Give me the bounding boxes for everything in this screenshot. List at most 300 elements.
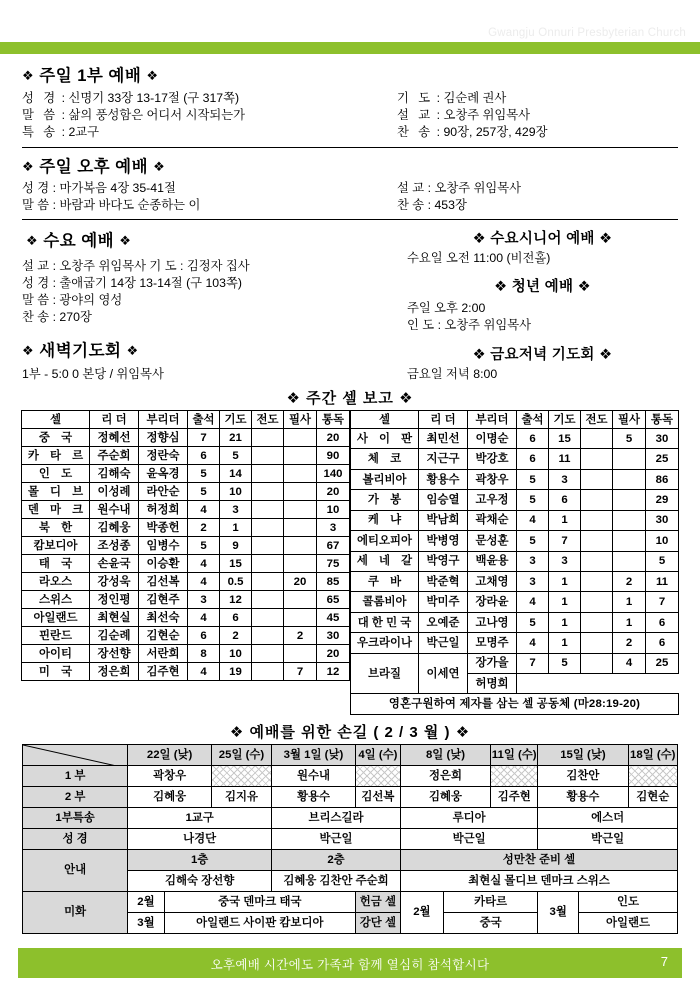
cell-value: 김해숙 (90, 465, 139, 483)
schedule-row-label: 성 경 (23, 829, 128, 850)
schedule-row-scripture (23, 829, 678, 850)
service-line: 찬 송 : 90장, 257장, 429장 (397, 125, 548, 139)
schedule-date-header: 15일 (낮) (538, 745, 628, 766)
cell-value: 6 (517, 449, 549, 469)
cell-value (549, 674, 581, 694)
cell-name: 체 코 (351, 449, 419, 469)
schedule-row-label: 1 부 (23, 766, 128, 787)
service-line: 설 교 : 오창주 위임목사 (397, 108, 531, 122)
service-line: 찬 송 : 270장 (22, 310, 92, 324)
cell-value (613, 469, 646, 489)
cell-report-title: ❖ 주간 셀 보고 ❖ (286, 390, 414, 407)
cell-value: 박병영 (419, 531, 468, 551)
table-row (22, 501, 350, 519)
table-row (351, 592, 679, 612)
empty-cell (139, 681, 188, 699)
cell-value (581, 571, 613, 591)
cell-value: 고나영 (468, 612, 517, 632)
divider (22, 219, 678, 220)
cell-value (581, 674, 613, 694)
cell-value: 5 (188, 465, 220, 483)
cell-value: 최선숙 (139, 609, 188, 627)
cell-name: 태 국 (22, 555, 90, 573)
cell-value (613, 551, 646, 571)
cell-value (581, 633, 613, 653)
cell-value (581, 510, 613, 530)
table-row (351, 531, 679, 551)
cell-value: 4 (517, 592, 549, 612)
cell-value: 15 (549, 429, 581, 449)
cell-value: 11 (646, 571, 679, 591)
section-title-dawn-prayer: ❖ 새벽기도회 ❖ (22, 342, 139, 360)
cell-value: 임승열 (419, 490, 468, 510)
cell-value (581, 551, 613, 571)
schedule-cell: 카타르 (443, 892, 537, 913)
cell-value: 4 (188, 663, 220, 681)
cell-value (613, 510, 646, 530)
schedule-row-label: 미화 (23, 892, 128, 934)
diamond-icon: ❖ (472, 347, 486, 363)
schedule-cell: 김주현 (491, 787, 538, 808)
schedule-cell: 박근일 (400, 829, 537, 850)
cell-value: 5 (517, 612, 549, 632)
schedule-cell: 2월 (400, 892, 443, 934)
table-row (351, 510, 679, 530)
cell-value: 7 (517, 653, 549, 673)
cell-value (252, 645, 284, 663)
cell-name: 핀란드 (22, 627, 90, 645)
service-line: 설 교 : 오창주 위임목사 (397, 181, 522, 195)
schedule-cell: 1층 (128, 850, 272, 871)
cell-value: 65 (317, 591, 350, 609)
service-line: 성 경 : 출애굽기 14장 13-14절 (구 103쪽) (22, 276, 242, 290)
cell-value: 10 (220, 645, 252, 663)
table-row (22, 591, 350, 609)
cell-value: 29 (646, 490, 679, 510)
cell-motto: 영혼구원하여 제자를 삼는 셀 공동체 (마28:19-20) (351, 694, 679, 715)
cell-value: 박준혁 (419, 571, 468, 591)
schedule-cell (491, 766, 538, 787)
schedule-cell: 3월 (538, 892, 579, 934)
schedule-title: ❖ 예배를 위한 손길 ( 2 / 3 월 ) ❖ (229, 724, 471, 741)
schedule-row-label: 2 부 (23, 787, 128, 808)
cell-col-header: 기도 (220, 411, 252, 429)
cell-value: 30 (317, 627, 350, 645)
cell-value: 3 (517, 571, 549, 591)
table-header-row (351, 411, 679, 429)
cell-value: 박종헌 (139, 519, 188, 537)
schedule-cell: 중국 덴마크 태국 (164, 892, 355, 913)
diamond-icon: ❖ (146, 68, 159, 83)
cell-value: 5 (517, 490, 549, 510)
diagonal-line-icon (23, 745, 121, 766)
cell-value (581, 653, 613, 673)
footer-message: 오후예배 시간에도 가족과 함께 열심히 참석합시다 (210, 958, 490, 972)
cell-value: 90 (317, 447, 350, 465)
cell-value: 원수내 (90, 501, 139, 519)
cell-value: 25 (646, 653, 679, 673)
cell-value: 30 (646, 429, 679, 449)
cell-value: 9 (220, 537, 252, 555)
table-row (351, 551, 679, 571)
cell-value: 20 (317, 645, 350, 663)
cell-value: 6 (646, 612, 679, 632)
cell-value: 정혜선 (90, 429, 139, 447)
cell-value: 윤옥경 (139, 465, 188, 483)
cell-value: 서란희 (139, 645, 188, 663)
cell-value: 2 (284, 627, 317, 645)
table-row (22, 573, 350, 591)
table-row (351, 633, 679, 653)
empty-cell (139, 698, 188, 715)
table-row (22, 429, 350, 447)
cell-value: 19 (220, 663, 252, 681)
cell-value (284, 429, 317, 447)
cell-value: 10 (646, 531, 679, 551)
cell-value: 강성욱 (90, 573, 139, 591)
cell-name: 덴 마 크 (22, 501, 90, 519)
service-line: 인 도 : 오창주 위임목사 (407, 318, 531, 332)
empty-cell (284, 681, 317, 699)
schedule-cell (628, 766, 677, 787)
table-row (351, 449, 679, 469)
schedule-date-header: 22일 (낮) (128, 745, 212, 766)
cell-name: 라오스 (22, 573, 90, 591)
cell-value: 67 (317, 537, 350, 555)
cell-value: 6 (517, 429, 549, 449)
table-row-spacer (22, 698, 350, 715)
schedule-cell (211, 766, 271, 787)
cell-value: 박영구 (419, 551, 468, 571)
cell-col-header: 출석 (188, 411, 220, 429)
cell-value: 12 (317, 663, 350, 681)
schedule-row-part1 (23, 766, 678, 787)
cell-value (252, 465, 284, 483)
cell-value: 4 (188, 555, 220, 573)
cell-value: 정란숙 (139, 447, 188, 465)
schedule-cell: 박근일 (272, 829, 401, 850)
schedule-cell: 성만찬 준비 셀 (400, 850, 677, 871)
schedule-header-row (23, 745, 678, 766)
page-number: 7 (660, 954, 668, 969)
cell-value (252, 627, 284, 645)
section-title-wednesday: ❖ 수요 예배 ❖ (26, 232, 132, 250)
schedule-cell: 최현실 몰디브 덴마크 스위스 (400, 871, 677, 892)
cell-name: 가 봉 (351, 490, 419, 510)
service-line: 금요일 저녁 8:00 (407, 367, 498, 381)
schedule-date-header: 4일 (수) (355, 745, 400, 766)
cell-value (517, 674, 549, 694)
service-line: 수요일 오전 11:00 (비전홀) (407, 251, 551, 265)
cell-value: 30 (646, 510, 679, 530)
cell-value: 주순희 (90, 447, 139, 465)
sunday-first-right (397, 90, 678, 141)
diamond-icon: ❖ (577, 279, 591, 295)
cell-value: 1 (549, 633, 581, 653)
table-row (22, 537, 350, 555)
table-row-spacer (22, 681, 350, 699)
schedule-date-header: 8일 (낮) (400, 745, 490, 766)
cell-col-header: 셀 (22, 411, 90, 429)
schedule-cell: 1교구 (128, 808, 272, 829)
cell-value: 6 (646, 633, 679, 653)
cell-value: 지근구 (419, 449, 468, 469)
schedule-date-header: 18일 (수) (628, 745, 677, 766)
diamond-icon: ❖ (119, 233, 132, 248)
schedule-cell: 김지유 (211, 787, 271, 808)
cell-value: 7 (188, 429, 220, 447)
cell-value (252, 447, 284, 465)
cell-value: 정은희 (90, 663, 139, 681)
cell-value: 장선향 (90, 645, 139, 663)
cell-value: 1 (549, 592, 581, 612)
sunday-afternoon-left (22, 180, 397, 214)
schedule-cell: 헌금 셀 (355, 892, 400, 913)
schedule-cell: 아일랜드 사이판 캄보디아 (164, 913, 355, 934)
cell-col-header: 부리더 (468, 411, 517, 429)
cell-value: 곽창우 (468, 469, 517, 489)
schedule-cell: 김혜웅 (128, 787, 212, 808)
diamond-icon: ❖ (22, 343, 35, 358)
footer-bar (18, 948, 682, 978)
cell-leader: 이세연 (419, 653, 468, 694)
cell-col-header: 전도 (252, 411, 284, 429)
cell-value: 5 (646, 551, 679, 571)
service-line: 말 씀 : 삶의 풍성함은 어디서 시작되는가 (22, 108, 245, 122)
cell-value (284, 501, 317, 519)
schedule-cell: 2월 (128, 892, 165, 913)
cell-value: 21 (220, 429, 252, 447)
cell-value: 이명순 (468, 429, 517, 449)
sunday-first-left (22, 90, 397, 141)
cell-value: 1 (549, 510, 581, 530)
cell-col-header: 필사 (284, 411, 317, 429)
cell-value (284, 465, 317, 483)
cell-value (252, 483, 284, 501)
empty-cell (22, 698, 90, 715)
cell-value: 6 (188, 447, 220, 465)
table-row (22, 609, 350, 627)
cell-value (252, 537, 284, 555)
diamond-icon: ❖ (494, 279, 508, 295)
table-row (351, 612, 679, 632)
cell-name: 우크라이나 (351, 633, 419, 653)
cell-value: 4 (188, 609, 220, 627)
cell-value: 박남희 (419, 510, 468, 530)
schedule-row-guide-head (23, 850, 678, 871)
cell-value: 85 (317, 573, 350, 591)
cell-col-header: 통독 (317, 411, 350, 429)
service-line: 특 송 : 2교구 (22, 125, 100, 139)
diamond-icon: ❖ (22, 68, 35, 83)
cell-value (581, 490, 613, 510)
cell-value: 4 (188, 501, 220, 519)
schedule-date-header: 11일 (수) (491, 745, 538, 766)
cell-name: 사 이 판 (351, 429, 419, 449)
cell-value (284, 645, 317, 663)
cell-value: 1 (220, 519, 252, 537)
cell-value: 86 (646, 469, 679, 489)
cell-value: 허정희 (139, 501, 188, 519)
service-line: 성 경 : 신명기 33장 13-17절 (구 317쪽) (22, 91, 240, 105)
cell-value: 3 (517, 551, 549, 571)
service-line: 1부 - 5:0 0 본당 / 위임목사 (22, 367, 164, 381)
section-title-youth: ❖ 청년 예배 ❖ (494, 279, 591, 295)
cell-value: 3 (188, 591, 220, 609)
cell-name: 쿠 바 (351, 571, 419, 591)
cell-value (581, 531, 613, 551)
empty-cell (90, 698, 139, 715)
cell-value: 문성훈 (468, 531, 517, 551)
table-row (22, 465, 350, 483)
cell-value: 6 (220, 609, 252, 627)
cell-value (284, 555, 317, 573)
diamond-icon: ❖ (286, 390, 301, 407)
cell-value: 75 (317, 555, 350, 573)
cell-name: 카 타 르 (22, 447, 90, 465)
schedule-cell: 인도 (579, 892, 678, 913)
cell-value: 최현실 (90, 609, 139, 627)
cell-value: 5 (188, 483, 220, 501)
diamond-icon: ❖ (22, 159, 35, 174)
schedule-cell: 박근일 (538, 829, 678, 850)
cell-value: 정인평 (90, 591, 139, 609)
cell-value: 6 (549, 490, 581, 510)
empty-cell (252, 681, 284, 699)
cell-value: 25 (646, 449, 679, 469)
cell-value (252, 609, 284, 627)
cell-value: 임병수 (139, 537, 188, 555)
cell-name: 아이티 (22, 645, 90, 663)
cell-value: 김현순 (139, 627, 188, 645)
diamond-icon: ❖ (26, 233, 39, 248)
empty-cell (90, 681, 139, 699)
cell-value: 김주현 (139, 663, 188, 681)
cell-value: 2 (188, 519, 220, 537)
table-row (351, 653, 679, 673)
cell-value: 정향심 (139, 429, 188, 447)
cell-name: 중 국 (22, 429, 90, 447)
cell-value: 이성례 (90, 483, 139, 501)
cell-value (252, 501, 284, 519)
diamond-icon: ❖ (126, 343, 139, 358)
cell-value: 이승환 (139, 555, 188, 573)
cell-value: 박미주 (419, 592, 468, 612)
cell-value: 김선복 (139, 573, 188, 591)
schedule-row-label: 1부특송 (23, 808, 128, 829)
cell-value (284, 483, 317, 501)
cell-report-table-left (21, 410, 350, 715)
section-sunday-first (0, 0, 700, 141)
schedule-table (22, 744, 678, 934)
cell-value: 1 (613, 612, 646, 632)
cell-name: 캄보디아 (22, 537, 90, 555)
cell-value: 0.5 (220, 573, 252, 591)
schedule-row-part2 (23, 787, 678, 808)
schedule-cell: 김혜웅 김찬안 주순희 (272, 871, 401, 892)
midweek-right (397, 227, 678, 383)
schedule-cell: 3월 (128, 913, 165, 934)
cell-value: 오예준 (419, 612, 468, 632)
empty-cell (188, 681, 220, 699)
table-row (22, 447, 350, 465)
cell-col-header: 필사 (613, 411, 646, 429)
cell-value (252, 555, 284, 573)
cell-value: 20 (284, 573, 317, 591)
cell-sub-leader: 허명희 (468, 674, 517, 694)
cell-value: 11 (549, 449, 581, 469)
diamond-icon: ❖ (455, 724, 471, 741)
cell-value: 황용수 (419, 469, 468, 489)
cell-name: 북 한 (22, 519, 90, 537)
cell-value (581, 449, 613, 469)
schedule-date-header: 25일 (수) (211, 745, 271, 766)
table-row (22, 555, 350, 573)
empty-cell (188, 698, 220, 715)
cell-name: 세 네 갈 (351, 551, 419, 571)
schedule-cell: 브리스길라 (272, 808, 401, 829)
empty-cell (252, 698, 284, 715)
cell-value: 1 (613, 592, 646, 612)
schedule-cell: 황용수 (538, 787, 628, 808)
schedule-cell: 김혜웅 (400, 787, 490, 808)
schedule-cell: 아일랜드 (579, 913, 678, 934)
cell-name: 인 도 (22, 465, 90, 483)
cell-value: 2 (613, 633, 646, 653)
schedule-cell: 루디아 (400, 808, 537, 829)
diamond-icon: ❖ (472, 231, 486, 247)
schedule-cell: 황용수 (272, 787, 356, 808)
cell-value: 백윤용 (468, 551, 517, 571)
cell-value: 5 (517, 469, 549, 489)
schedule-cell: 2층 (272, 850, 401, 871)
schedule-row-label: 안내 (23, 850, 128, 892)
schedule-cell: 곽창우 (128, 766, 212, 787)
cell-value: 5 (517, 531, 549, 551)
cell-value: 4 (188, 573, 220, 591)
section-title-sunday-afternoon: ❖ 주일 오후 예배 ❖ (22, 158, 166, 176)
cell-value: 45 (317, 609, 350, 627)
cell-value: 김순례 (90, 627, 139, 645)
cell-value: 12 (220, 591, 252, 609)
cell-name: 대 한 민 국 (351, 612, 419, 632)
cell-value: 3 (549, 469, 581, 489)
cell-value: 손윤국 (90, 555, 139, 573)
schedule-row-clean-1 (23, 892, 678, 913)
cell-value (252, 663, 284, 681)
schedule-cell: 김해숙 장선향 (128, 871, 272, 892)
cell-name: 콜롬비아 (351, 592, 419, 612)
schedule-cell: 김찬안 (538, 766, 628, 787)
cell-value: 고채영 (468, 571, 517, 591)
cell-value: 7 (646, 592, 679, 612)
cell-value: 5 (613, 429, 646, 449)
empty-cell (284, 698, 317, 715)
cell-value: 장라윤 (468, 592, 517, 612)
cell-value: 5 (188, 537, 220, 555)
cell-value (252, 573, 284, 591)
cell-value: 20 (317, 483, 350, 501)
cell-col-header: 부리더 (139, 411, 188, 429)
empty-cell (22, 681, 90, 699)
cell-value: 최민선 (419, 429, 468, 449)
schedule-cell: 에스더 (538, 808, 678, 829)
cell-col-header: 통독 (646, 411, 679, 429)
cell-col-header: 기도 (549, 411, 581, 429)
diamond-icon: ❖ (229, 724, 245, 741)
cell-name: 아일랜드 (22, 609, 90, 627)
cell-name: 케 냐 (351, 510, 419, 530)
